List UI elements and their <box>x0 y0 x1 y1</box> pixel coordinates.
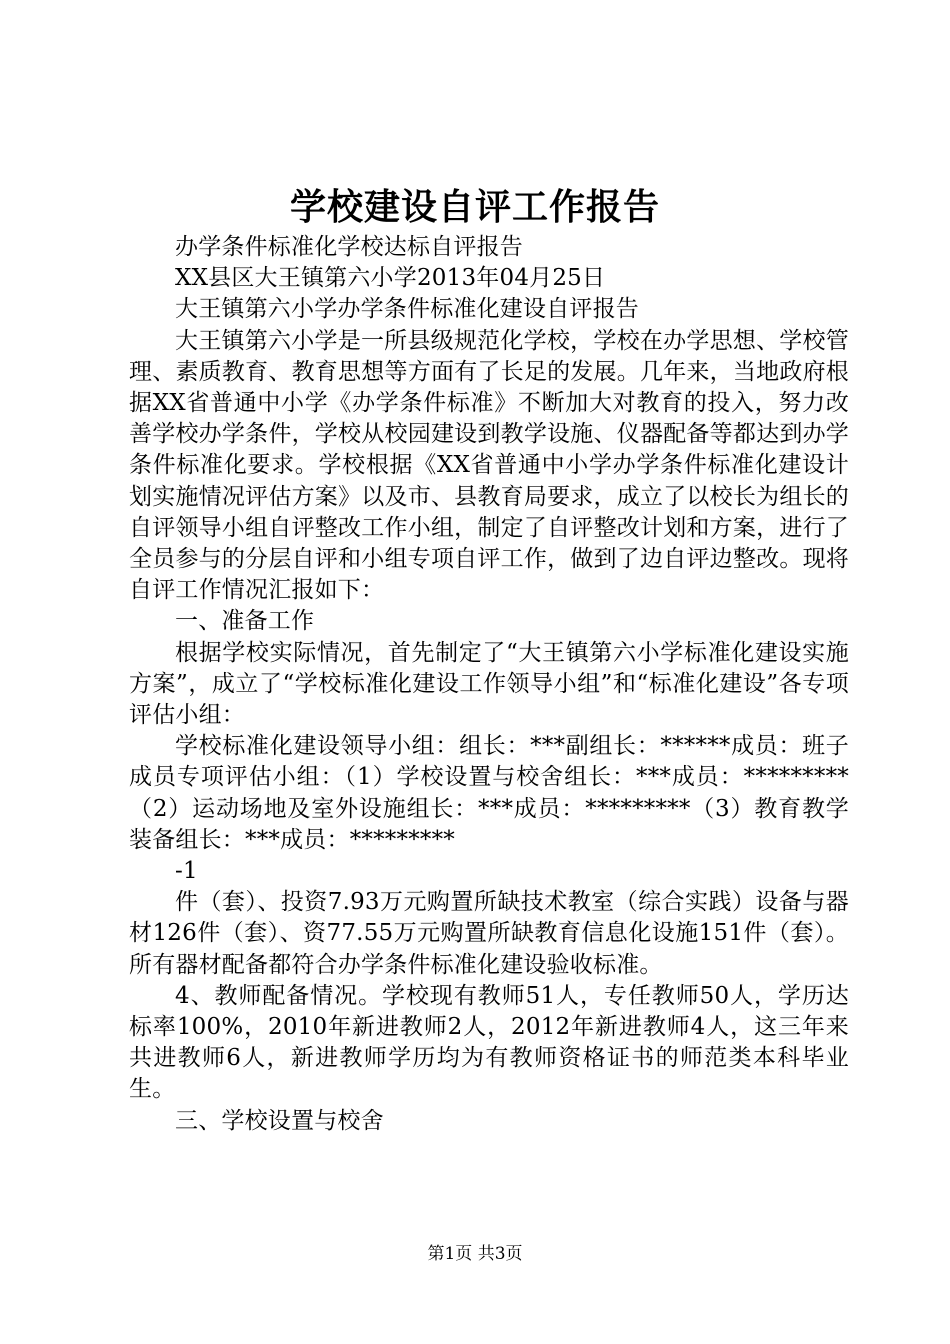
document-title: 学校建设自评工作报告 <box>289 187 660 228</box>
document-body <box>129 232 849 1137</box>
page-marker: -1 <box>175 858 198 885</box>
leadership-group-paragraph: 学校标准化建设领导小组：组长：***副组长：******成员：班子成员专项评估小组：（1）学校设置与校舍组长：***成员：*********（2）运动场地及室外设施组长：***成员：*********（3）教育教学装备组长：***成员：********* <box>129 733 849 853</box>
teacher-staffing-paragraph: 4、教师配备情况。学校现有教师51人，专任教师50人，学历达标率100%，2010年新进教师2人，2012年新进教师4人，这三年来共进教师6人，新进教师学历均为有教师资格证书的师范类本科毕业生。 <box>129 982 849 1103</box>
preparation-paragraph: 根据学校实际情况，首先制定了“大王镇第六小学标准化建设实施方案”，成立了“学校标准化建设工作领导小组”和“标准化建设”各专项评估小组： <box>129 639 849 729</box>
equipment-paragraph: 件（套）、投资7.93万元购置所缺技术教室（综合实践）设备与器材126件（套）、资77.55万元购置所缺教育信息化设施151件（套）。所有器材配备都符合办学条件标准化建设验收标准。 <box>129 889 849 978</box>
page-footer: 第1页 共3页 <box>427 1244 523 1264</box>
school-date-line: XX县区大王镇第六小学2013年04月25日 <box>175 265 606 292</box>
intro-paragraph: 大王镇第六小学是一所县级规范化学校，学校在办学思想、学校管理、素质教育、教育思想等方面有了长足的发展。几年来，当地政府根据XX省普通中小学《办学条件标准》不断加大对教育的投入，努力改善学校办学条件，学校从校园建设到教学设施、仪器配备等都达到办学条件标准化要求。学校根据《XX省普通中小学办学条件标准化建设计划实施情况评估方案》以及市、县教育局要求，成立了以校长为组长的自评领导小组自评整改工作小组，制定了自评整改计划和方案，进行了全员参与的分层自评和小组专项自评工作，做到了边自评边整改。现将自评工作情况汇报如下： <box>129 327 849 604</box>
section-heading-preparation: 一、准备工作 <box>175 608 315 635</box>
report-heading-line: 大王镇第六小学办学条件标准化建设自评报告 <box>175 296 639 323</box>
section-heading-school-setup: 三、学校设置与校舍 <box>175 1107 384 1134</box>
subtitle-paragraph: 办学条件标准化学校达标自评报告 <box>175 234 523 260</box>
